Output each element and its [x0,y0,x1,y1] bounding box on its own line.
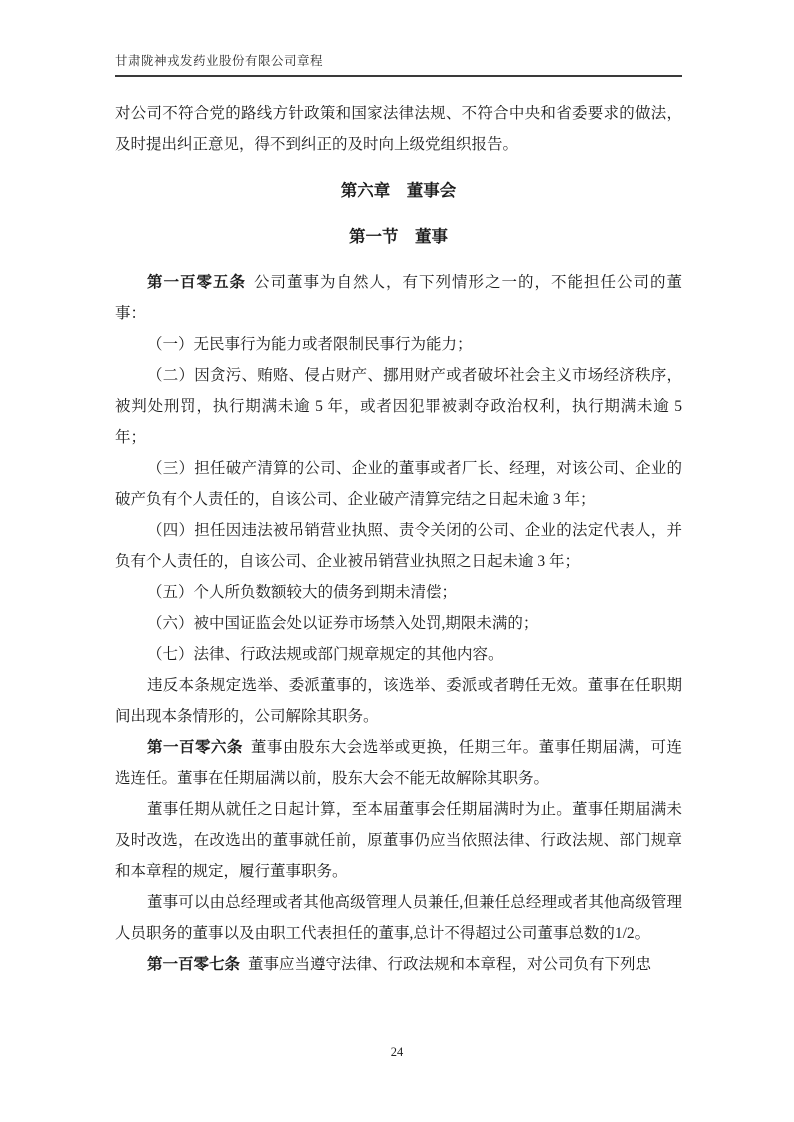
article-number: 第一百零六条 [147,739,243,756]
paragraph: （二）因贪污、贿赂、侵占财产、挪用财产或者破坏社会主义市场经济秩序，被判处刑罚，执行期满未逾 5 年，或者因犯罪被剥夺政治权利，执行期满未逾 5 年； [115,367,682,446]
paragraph: 第一百零六条 董事由股东大会选举或更换，任期三年。董事任期届满，可连选连任。董事在任期届满以前，股东大会不能无故解除其职务。 [115,739,682,787]
paragraph: 对公司不符合党的路线方针政策和国家法律法规、不符合中央和省委要求的做法，及时提出纠正意见，得不到纠正的及时向上级党组织报告。 [115,105,682,153]
article-number: 第一百零七条 [147,956,241,973]
page-header [115,52,682,77]
section-heading: 第一节 董事 [349,227,448,246]
header-title: 甘肃陇神戎发药业股份有限公司章程 [115,54,324,68]
paragraph: 董事任期从就任之日起计算，至本届董事会任期届满时为止。董事任期届满未及时改选，在改选出的董事就任前，原董事仍应当依照法律、行政法规、部门规章和本章程的规定，履行董事职务。 [115,801,682,880]
paragraph: 第一百零七条 董事应当遵守法律、行政法规和本章程，对公司负有下列忠 [147,956,652,973]
paragraph: （一）无民事行为能力或者限制民事行为能力； [147,336,473,353]
paragraph: （三）担任破产清算的公司、企业的董事或者厂长、经理，对该公司、企业的破产负有个人责任的，自该公司、企业破产清算完结之日起未逾 3 年； [115,460,682,508]
paragraph: （五）个人所负数额较大的债务到期未清偿； [147,584,458,601]
chapter-heading: 第六章 董事会 [340,181,457,200]
page-footer [0,1045,794,1060]
paragraph: 董事可以由总经理或者其他高级管理人员兼任,但兼任总经理或者其他高级管理人员职务的董事以及由职工代表担任的董事,总计不得超过公司董事总数的1/2。 [115,894,682,942]
paragraph: （七）法律、行政法规或部门规章规定的其他内容。 [147,646,504,663]
paragraph: 第一百零五条 公司董事为自然人，有下列情形之一的，不能担任公司的董事： [115,274,682,322]
article-number: 第一百零五条 [147,274,246,291]
paragraph: （四）担任因违法被吊销营业执照、责令关闭的公司、企业的法定代表人，并负有个人责任的，自该公司、企业被吊销营业执照之日起未逾 3 年； [115,522,682,570]
document-body [115,98,682,980]
paragraph: （六）被中国证监会处以证券市场禁入处罚,期限未满的； [147,615,539,632]
paragraph: 违反本条规定选举、委派董事的，该选举、委派或者聘任无效。董事在任职期间出现本条情形的，公司解除其职务。 [115,677,682,725]
page-number: 24 [390,1045,404,1059]
